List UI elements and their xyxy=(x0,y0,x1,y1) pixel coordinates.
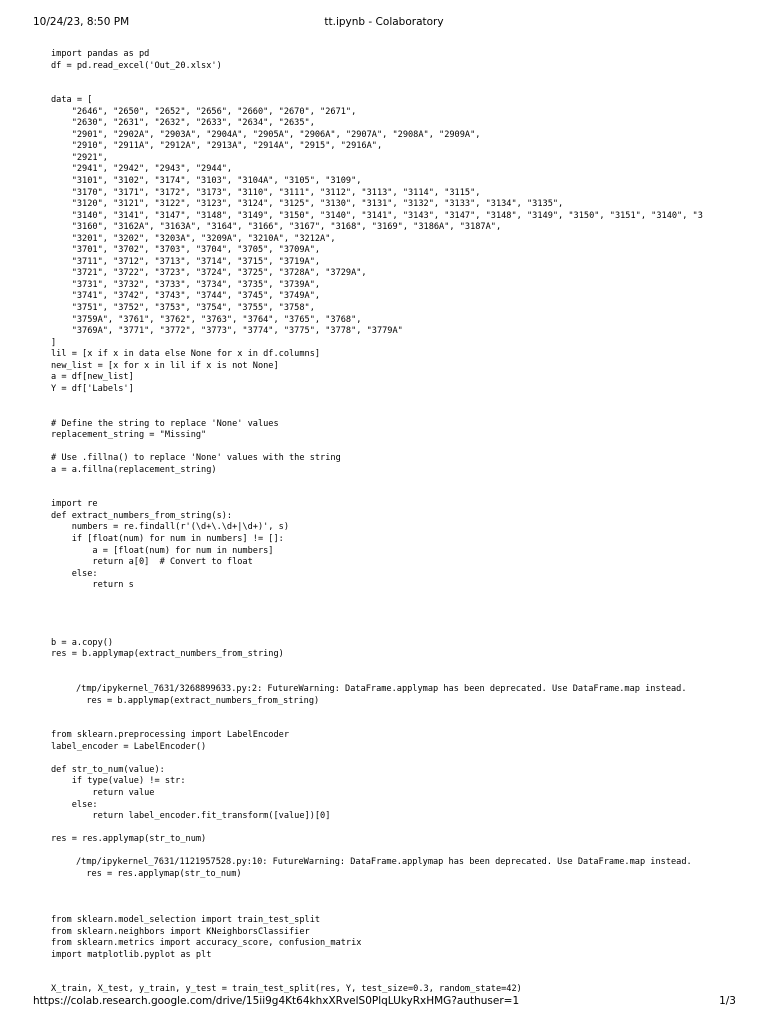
code-line: else: xyxy=(51,799,98,810)
blank-line xyxy=(51,719,768,731)
document-title: tt.ipynb - Colaboratory xyxy=(324,16,444,28)
code-line: "3751", "3752", "3753", "3754", "3755", "3758", xyxy=(51,303,315,314)
code-line: if [float(num) for num in numbers] != []: xyxy=(51,533,284,544)
code-line: lil = [x if x in data else None for x in df.columns] xyxy=(51,349,321,360)
code-line: "3140", "3141", "3147", "3148", "3149", "3150", "3140", "3141", "3143", "3147", "3148", "3149", "3150", "3151", "3140", "3 xyxy=(51,210,703,221)
blank-line xyxy=(51,973,768,985)
code-line: "3170", "3171", "3172", "3173", "3110", "3111", "3112", "3113", "3114", "3115", xyxy=(51,187,481,198)
code-line: return value xyxy=(51,788,155,798)
code-line: if type(value) != str: xyxy=(51,776,186,787)
blank-line xyxy=(51,407,768,419)
code-line: "2921", xyxy=(51,152,108,163)
code-line: "3160", "3162A", "3163A", "3164", "3166", "3167", "3168", "3169", "3186A", "3187A", xyxy=(51,222,502,233)
output-line: res = res.applymap(str_to_num) xyxy=(76,868,242,879)
code-line: numbers = re.findall(r'(\d+\.\d+|\d+)', s) xyxy=(51,522,289,533)
code-line: "3701", "3702", "3703", "3704", "3705", "3709A", xyxy=(51,245,321,256)
output-line: res = b.applymap(extract_numbers_from_string) xyxy=(76,695,320,706)
page-url: https://colab.research.google.com/drive/15ii9g4Kt64khxXRvelS0PlqLUkyRxHMG?authuser=1 xyxy=(33,995,520,1007)
code-line: return a[0] # Convert to float xyxy=(51,557,253,568)
blank-line xyxy=(51,892,768,904)
code-line: "2941", "2942", "2943", "2944", xyxy=(51,164,233,175)
blank-line xyxy=(51,442,768,454)
code-line: from sklearn.model_selection import train_test_split xyxy=(51,915,321,926)
page-number: 1/3 xyxy=(719,995,736,1007)
blank-line xyxy=(51,823,768,835)
code-line: a = a.fillna(replacement_string) xyxy=(51,464,217,475)
blank-line xyxy=(51,603,768,615)
blank-line xyxy=(51,626,768,638)
blank-line xyxy=(51,84,768,96)
code-line: "2646", "2650", "2652", "2656", "2660", "2670", "2671", xyxy=(51,106,357,117)
code-line: Y = df['Labels'] xyxy=(51,383,134,394)
code-line: "3711", "3712", "3713", "3714", "3715", "3719A", xyxy=(51,256,321,267)
code-line: import matplotlib.pyplot as plt xyxy=(51,949,212,960)
code-line: import pandas as pd xyxy=(51,49,150,59)
code-line: b = a.copy() xyxy=(51,637,114,648)
blank-line xyxy=(51,476,768,488)
code-line: import re xyxy=(51,499,98,510)
blank-line xyxy=(51,753,768,765)
code-line: def str_to_num(value): xyxy=(51,764,165,775)
blank-line xyxy=(51,673,768,685)
code-line: from sklearn.metrics import accuracy_score, confusion_matrix xyxy=(51,938,362,949)
output-line: /tmp/ipykernel_7631/3268899633.py:2: FutureWarning: DataFrame.applymap has been deprecated. Use DataFrame.map instead. xyxy=(76,684,687,695)
blank-line xyxy=(51,661,768,673)
code-line: return label_encoder.fit_transform([value])[0] xyxy=(51,811,331,822)
code-line: "3741", "3742", "3743", "3744", "3745", "3749A", xyxy=(51,291,321,302)
code-line: res = res.applymap(str_to_num) xyxy=(51,834,207,845)
blank-line xyxy=(51,395,768,407)
blank-line xyxy=(51,846,768,858)
code-line: res = b.applymap(extract_numbers_from_string) xyxy=(51,649,284,660)
code-line: # Define the string to replace 'None' values xyxy=(51,418,279,429)
blank-line xyxy=(51,880,768,892)
code-line: X_train, X_test, y_train, y_test = train_test_split(res, Y, test_size=0.3, random_state=42) xyxy=(51,984,522,995)
code-line: data = [ xyxy=(51,95,93,106)
code-line: else: xyxy=(51,568,98,579)
code-line: # Use .fillna() to replace 'None' values with the string xyxy=(51,453,341,464)
output-line: /tmp/ipykernel_7631/1121957528.py:10: FutureWarning: DataFrame.applymap has been deprecated. Use DataFrame.map instead. xyxy=(76,857,692,868)
notebook-content xyxy=(51,49,768,996)
code-line: def extract_numbers_from_string(s): xyxy=(51,510,233,521)
code-line: "3721", "3722", "3723", "3724", "3725", "3728A", "3729A", xyxy=(51,268,367,279)
code-line: a = [float(num) for num in numbers] xyxy=(51,545,274,556)
code-line: df = pd.read_excel('Out_20.xlsx') xyxy=(51,60,222,71)
code-line: label_encoder = LabelEncoder() xyxy=(51,741,207,752)
blank-line xyxy=(51,961,768,973)
print-datetime: 10/24/23, 8:50 PM xyxy=(33,16,130,28)
code-line: "3120", "3121", "3122", "3123", "3124", "3125", "3130", "3131", "3132", "3133", "3134", "3135", xyxy=(51,199,564,210)
code-line: "3731", "3732", "3733", "3734", "3735", "3739A", xyxy=(51,279,321,290)
code-line: replacement_string = "Missing" xyxy=(51,430,207,441)
code-line: from sklearn.neighbors import KNeighborsClassifier xyxy=(51,926,310,937)
code-line: a = df[new_list] xyxy=(51,372,134,383)
code-line: "3769A", "3771", "3772", "3773", "3774", "3775", "3778", "3779A" xyxy=(51,326,403,337)
blank-line xyxy=(51,72,768,84)
code-line: from sklearn.preprocessing import LabelEncoder xyxy=(51,730,289,741)
code-line: new_list = [x for x in lil if x is not None] xyxy=(51,360,279,371)
blank-line xyxy=(51,615,768,627)
blank-line xyxy=(51,707,768,719)
code-line: "3201", "3202", "3203A", "3209A", "3210A", "3212A", xyxy=(51,233,336,244)
code-line: "3101", "3102", "3174", "3103", "3104A", "3105", "3109", xyxy=(51,176,362,187)
blank-line xyxy=(51,592,768,604)
blank-line xyxy=(51,488,768,500)
code-line: "2910", "2911A", "2912A", "2913A", "2914A", "2915", "2916A", xyxy=(51,141,383,152)
code-line: "3759A", "3761", "3762", "3763", "3764", "3765", "3768", xyxy=(51,314,362,325)
code-line: return s xyxy=(51,580,134,591)
code-line: "2630", "2631", "2632", "2633", "2634", "2635", xyxy=(51,118,315,129)
code-line: ] xyxy=(51,337,57,348)
code-line: "2901", "2902A", "2903A", "2904A", "2905A", "2906A", "2907A", "2908A", "2909A", xyxy=(51,129,481,140)
blank-line xyxy=(51,903,768,915)
